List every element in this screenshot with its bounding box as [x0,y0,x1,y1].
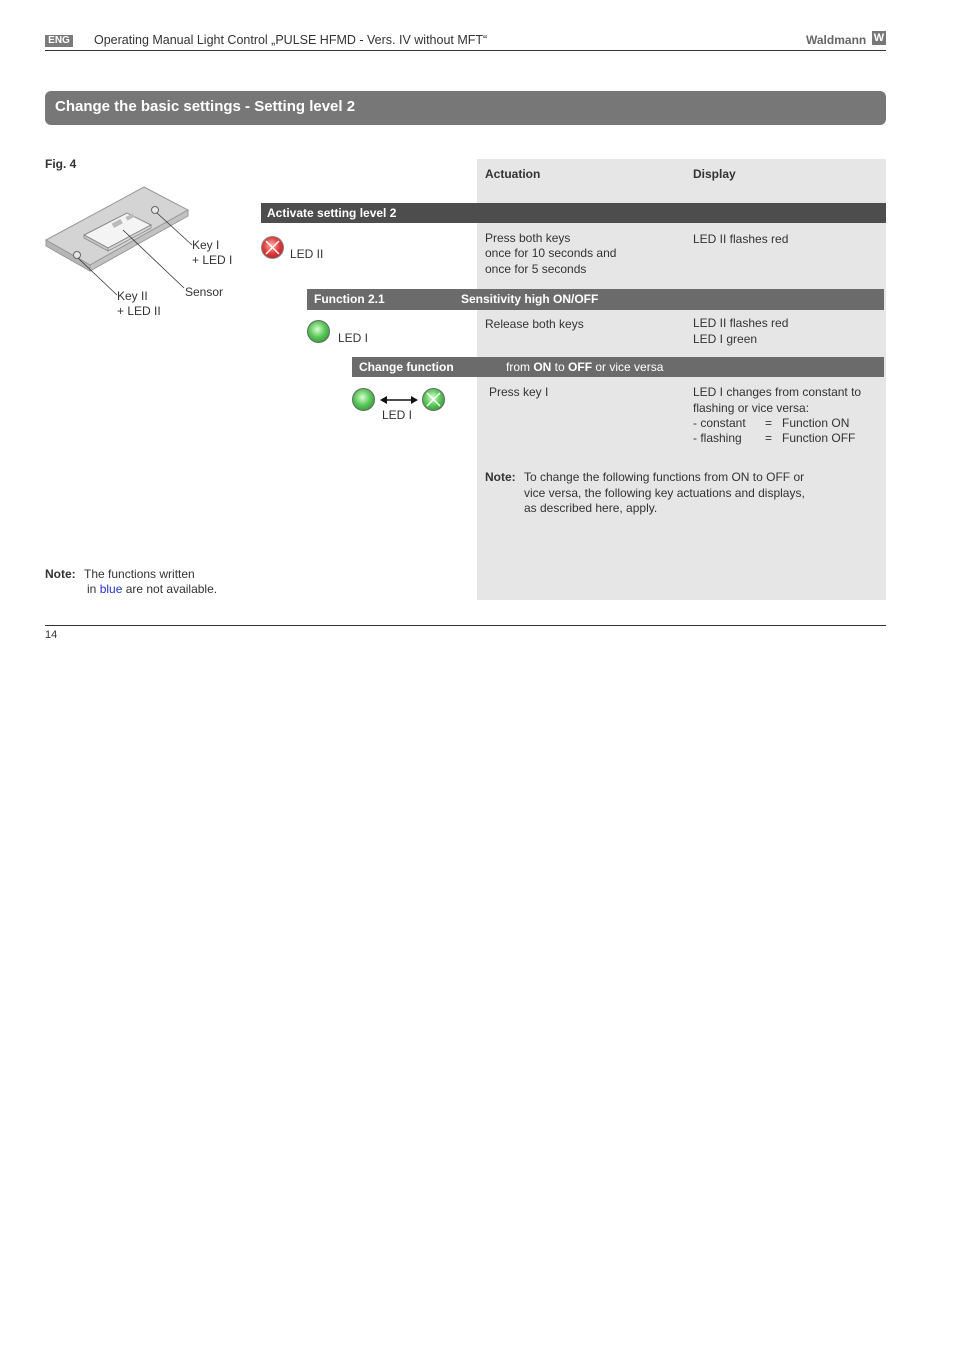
row1-actuation-line2: once for 10 seconds and [485,246,617,260]
row2-display-line2: LED I green [693,332,758,346]
key-1-icon [152,207,159,214]
section-title: Change the basic settings - Setting level 2 [55,98,356,115]
brand-name: Waldmann [806,33,867,47]
bottom-note-line2: in blue are not available. [87,582,218,596]
led-2-label: LED II [290,247,324,261]
key-1-label: Key I [192,238,220,252]
function-description: Sensitivity high ON/OFF [461,292,599,306]
row1-actuation-line3: once for 5 seconds [485,262,587,276]
double-arrow-icon [379,394,419,406]
table-note-label: Note: [485,470,516,484]
figure-label: Fig. 4 [45,157,77,171]
brand-logo-icon: W [873,32,885,44]
bottom-note-label: Note: [45,567,76,581]
key-2-label: Key II [117,289,148,303]
led-green-constant-icon [352,388,375,411]
document-title: Operating Manual Light Control „PULSE HFMD - Vers. IV without MFT“ [94,33,488,47]
row3-led-label: LED I [382,408,413,422]
page-number: 14 [45,629,58,641]
constant-label: - constant [693,416,746,430]
activate-level-label: Activate setting level 2 [267,206,397,220]
change-function-description: from ON to OFF or vice versa [506,360,664,374]
key-2-icon [74,252,81,259]
table-note-line2: vice versa, the following key actuations and displays, [524,486,805,500]
row1-actuation-line1: Press both keys [485,231,571,245]
table-note-line3: as described here, apply. [524,501,658,515]
led-red-flashing-icon [261,236,284,259]
row3-actuation: Press key I [489,385,549,399]
led-1-label: LED I [338,331,369,345]
flashing-equals: = [765,431,773,445]
blue-word: blue [99,582,123,596]
sensor-label: Sensor [185,285,224,299]
change-function-label: Change function [359,360,454,374]
key-2-led-label: + LED II [117,304,161,318]
footer-divider [45,625,886,626]
actuation-display-panel [477,159,886,600]
led-green-icon [307,320,330,343]
row1-display: LED II flashes red [693,232,789,246]
function-off-label: Function OFF [782,431,856,445]
function-number: Function 2.1 [314,292,385,306]
row3-display-line1: LED I changes from constant to [693,385,862,399]
header-divider [45,50,886,51]
row3-display-line2: flashing or vice versa: [693,401,810,415]
led-green-flashing-icon [422,388,445,411]
bottom-note-line1: The functions written [84,567,195,581]
column-header-display: Display [693,167,736,181]
row2-actuation: Release both keys [485,317,584,331]
language-badge: ENG [45,35,73,47]
column-header-actuation: Actuation [485,167,541,181]
table-note-line1: To change the following functions from ON to OFF or [524,470,805,484]
key-1-led-label: + LED I [192,253,233,267]
flashing-label: - flashing [693,431,742,445]
row2-display-line1: LED II flashes red [693,316,789,330]
function-on-label: Function ON [782,416,850,430]
constant-equals: = [765,416,773,430]
